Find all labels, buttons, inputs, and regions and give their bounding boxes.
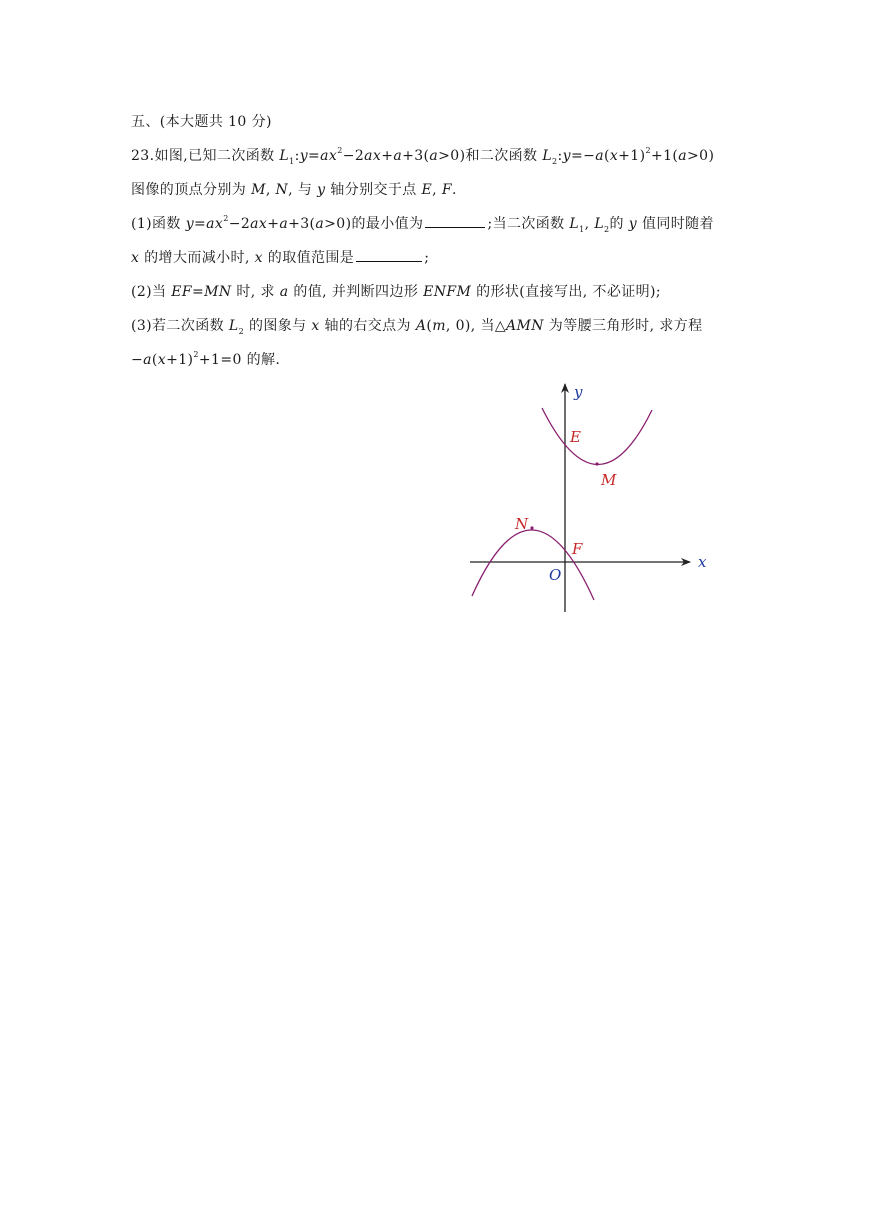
vertex-N-point — [530, 526, 533, 529]
origin-O-label: O — [549, 566, 562, 584]
answer-blank-1[interactable] — [425, 215, 485, 228]
problem-statement-line-1: 23.如图,已知二次函数 $L_1:y=ax^2-2ax+a+3(a>0)$和二次函数 $L_2:y=-a(x+1)^2+1(a>0)$ — [131, 146, 715, 166]
point-F-label: F — [572, 540, 583, 558]
point-E-label: E — [570, 428, 581, 446]
question-1-line-1: (1)函数 $y=ax^2-2ax+a+3(a>0)$的最小值为 ;当二次函数 $L_1$, $L_2$的 y 值同时随着 — [131, 214, 714, 234]
problem-statement-line-2: 图像的顶点分别为 M, N, 与 y 轴分别交于点 E, F. — [131, 182, 457, 198]
question-1-line-2: x 的增大而减小时, x 的取值范围是 ; — [131, 250, 430, 266]
section-heading: 五、(本大题共 10 分) — [131, 114, 272, 130]
point-N-label: N — [515, 515, 529, 533]
question-3-line-2: $-a(x+1)^2+1=0$ 的解. — [131, 350, 281, 368]
problem-number: 23. — [131, 148, 155, 164]
y-axis-label: y — [574, 383, 583, 401]
question-3-line-1: (3)若二次函数 $L_2$ 的图象与 x 轴的右交点为 A(m, 0), 当△AMN 为等腰三角形时, 求方程 — [131, 318, 703, 336]
question-2: (2)当 EF=MN 时, 求 a 的值, 并判断四边形 ENFM 的形状(直接写出, 不必证明); — [131, 284, 662, 300]
parabola-L1 — [542, 408, 652, 465]
parabola-figure — [460, 378, 720, 618]
x-axis-label: x — [698, 553, 707, 571]
answer-blank-2[interactable] — [356, 249, 422, 262]
point-M-label: M — [601, 471, 617, 489]
vertex-M-point — [595, 462, 598, 465]
